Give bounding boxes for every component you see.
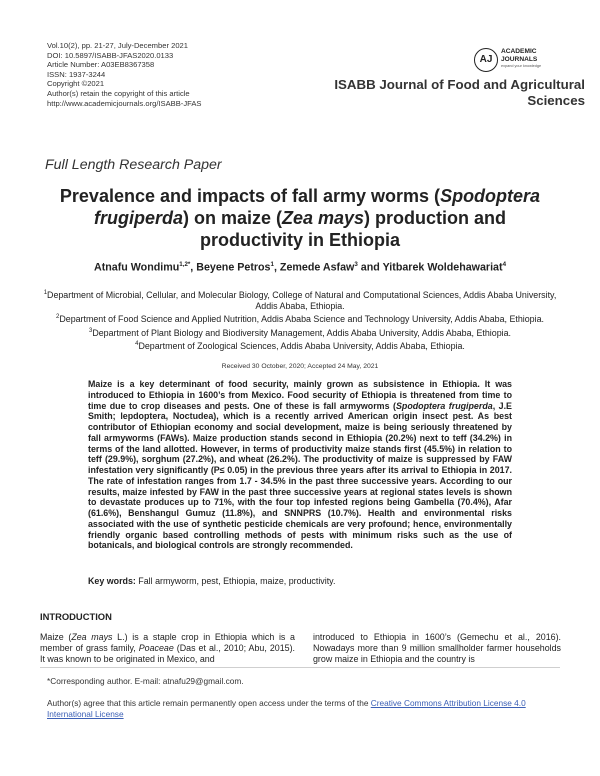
license-link[interactable]: Creative Commons Attribution License 4.0 International License bbox=[47, 698, 526, 719]
author-name: Atnafu Wondimu bbox=[93, 261, 180, 274]
affiliation-text: Department of Zoological Sciences, Addis Ababa University, Addis Ababa, Ethiopia. bbox=[138, 340, 465, 351]
meta-line: DOI: 10.5897/ISABB-JFAS2020.0133 bbox=[47, 50, 174, 60]
title-part: ) production and productivity in Ethiopia bbox=[199, 208, 507, 250]
affiliation-mark: 1 bbox=[43, 290, 48, 296]
logo-line: JOURNALS bbox=[501, 55, 538, 63]
paper-type: Full Length Research Paper bbox=[45, 157, 222, 173]
author-affil-mark: 3 bbox=[354, 261, 358, 268]
keywords-label: Key words: bbox=[88, 576, 136, 586]
affiliation-mark: 4 bbox=[135, 340, 139, 347]
affiliation bbox=[40, 312, 560, 325]
section-heading-introduction: INTRODUCTION bbox=[40, 611, 112, 622]
title-part-italic: Zea mays bbox=[281, 208, 365, 228]
abstract-text-italic: Spodoptera frugiperda bbox=[395, 400, 493, 411]
footnote-divider bbox=[40, 667, 560, 668]
affiliation-text: Department of Plant Biology and Biodiversity Management, Addis Ababa University, Addis Ababa, Ethiopia. bbox=[92, 327, 512, 338]
meta-line[interactable]: http://www.academicjournals.org/ISABB-JFAS bbox=[47, 98, 202, 108]
affiliation-text: Department of Microbial, Cellular, and Molecular Biology, College of Natural and Computational Sciences, Addis Ababa University, Addis Ababa, Ethiopia. bbox=[47, 289, 557, 312]
academic-journals-logo: AJ bbox=[474, 48, 498, 72]
author-name: Beyene Petros bbox=[196, 261, 271, 274]
title-part: Prevalence and impacts of fall army worms ( bbox=[59, 186, 441, 206]
author-affil-mark: 1,2* bbox=[179, 261, 191, 268]
affiliation-mark: 3 bbox=[88, 327, 93, 334]
author-name: Zemede Asfaw bbox=[279, 261, 355, 274]
title-part-italic: Spodoptera frugiperda bbox=[93, 186, 541, 228]
article-metadata bbox=[47, 41, 307, 108]
intro-text-italic: Poaceae bbox=[138, 643, 174, 654]
author-name: Yitbarek Woldehawariat bbox=[382, 261, 503, 274]
author-list: Atnafu Wondimu$^{1,2*}$, Beyene Petros$^1$, Zemede Asfaw$^3$ and Yitbarek Woldehawariat$^4$ bbox=[93, 261, 507, 274]
affiliations bbox=[40, 288, 560, 352]
intro-column-right: introduced to Ethiopia in 1600’s (Gemechu et al., 2016). Nowadays more than 9 million smallholder farmer households grow maize in Ethiopia and the country is bbox=[313, 632, 561, 665]
intro-column-left bbox=[40, 632, 295, 666]
journal-name: ISABB Journal of Food and Agricultural Sciences bbox=[334, 77, 585, 108]
intro-text: L.) is a staple crop in Ethiopia which is a member of grass family, bbox=[40, 632, 295, 654]
meta-line: Copyright ©2021 bbox=[47, 79, 105, 89]
author-affil-mark: 1 bbox=[270, 261, 274, 268]
license-notice bbox=[47, 698, 567, 719]
meta-line: ISSN: 1937-3244 bbox=[47, 69, 106, 79]
abstract bbox=[88, 379, 512, 551]
intro-text-italic: Zea mays bbox=[71, 632, 113, 642]
affiliation-mark: 2 bbox=[56, 314, 60, 321]
keywords bbox=[88, 576, 512, 586]
author-affil-mark: 4 bbox=[502, 261, 507, 268]
meta-line: Article Number: A03EB8367358 bbox=[47, 60, 155, 70]
logo-wordmark bbox=[501, 48, 537, 63]
affiliation-text: Department of Food Science and Applied Nutrition, Addis Ababa Science and Technology University, Addis Ababa, Ethiopia. bbox=[59, 314, 544, 325]
keywords-text: Fall armyworm, pest, Ethiopia, maize, productivity. bbox=[135, 576, 336, 586]
abstract-text: , J.E Smith; lepdoptera, Noctudea), which is a recently arrived American origin insect pest. As best contributor of Ethiopian economy and social development, maize is being seriously threatened by fall armyworms (FAWs). Maize production stands second in Ethiopia (20.2%) next to teff (34.2%) in terms of the land allotted. However, in terms of productivity maize stands first (45.5%) in relation to teff (29.9%), sorghum (27.2%), and wheat (26.2%). The productivity of maize is suppressed by FAW infestation very significantly (P≤ 0.05) in the previous three years after its arrival to Ethiopia in 2017. The rate of infestation ranges from 1.7 - 34.5% in the past three successive years. According to our results, maize infested by FAW in the past three successive years at regional states levels is shown to devastate produces up to 71%, with the four top infested regions being Gambella (70.4%), Afar (61.6%), Benshangul Gumuz (11.8%), and SNNPRS (10.7%). Health and environmental risks associated with the use of synthetic pesticide chemicals are very profound; hence, environmentally friendly organic based controlling methods of pests with minimum risks such as the use of botanicals, and biological controls are strongly recommended. bbox=[88, 400, 512, 551]
license-text: Author(s) agree that this article remain permanently open access under the terms of the bbox=[47, 698, 371, 708]
logo-line: ACADEMIC bbox=[501, 48, 537, 55]
meta-line: Vol.10(2), pp. 21-27, July-December 2021 bbox=[47, 41, 188, 50]
intro-text: (Das et al., 2010; Abu, 2015). It was known to be originated in Mexico, and bbox=[40, 643, 295, 665]
abstract-text: Maize is a key determinant of food security, mainly grown as subsistence in Ethiopia. It was introduced to Ethiopia in 1600’s from Mexico. Food security of Ethiopia is threatened from time to time due to crop diseases and pests. One of these is fall armyworms ( bbox=[88, 379, 512, 411]
received-dates: Received 30 October, 2020; Accepted 24 May, 2021 bbox=[221, 363, 379, 370]
affiliation bbox=[40, 288, 560, 312]
affiliation bbox=[40, 326, 560, 339]
title-part: ) on maize ( bbox=[182, 208, 282, 228]
intro-text: Maize ( bbox=[40, 632, 72, 642]
logo-tagline: expand your knowledge bbox=[501, 64, 542, 68]
paper-title bbox=[40, 185, 560, 251]
affiliation bbox=[40, 339, 560, 352]
meta-line: Author(s) retain the copyright of this article bbox=[47, 88, 190, 98]
corresponding-author: *Corresponding author. E-mail: atnafu29@gmail.com. bbox=[47, 676, 244, 686]
